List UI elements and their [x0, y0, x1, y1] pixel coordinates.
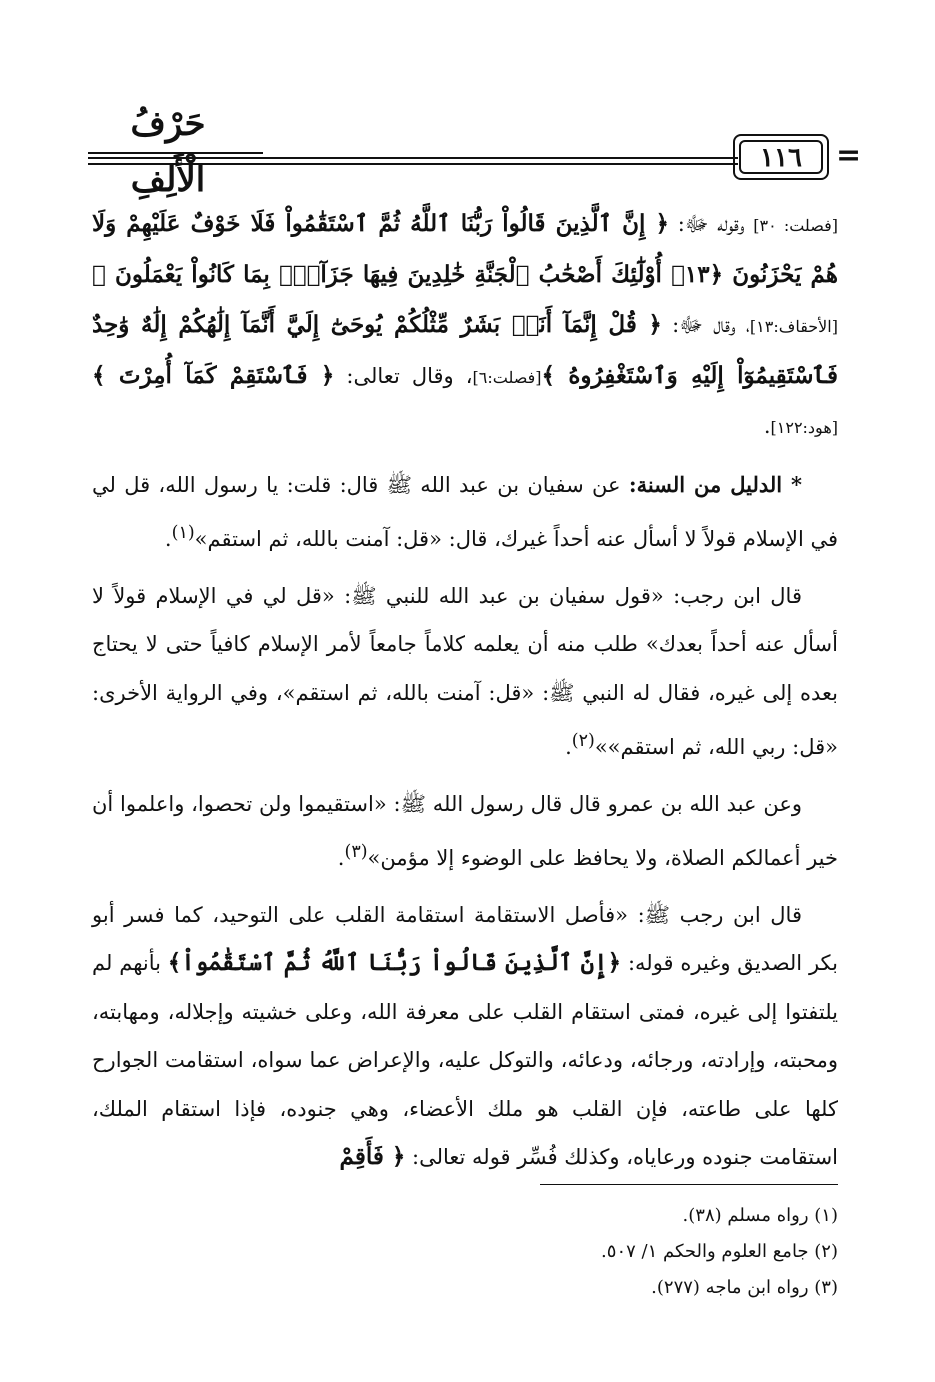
text-span: بأنهم لم يلتفتوا إلى غيره، فمتى استقام القلب على معرفة الله، وعلى خشيته وإجلاله، ومهابته، ومحبته، وإرادته، ورجائه، ودعائه، والتوكل عليه، والإعراض عما سواه، استقامت الجوارح كلها على طاعته، فإن القلب هو ملك الأعضاء، وهي جنوده، فإذا استقام الملك، استقامت جنوده ورعاياه، وكذلك فُسِّر قوله تعالى: [92, 951, 838, 1169]
quran-verse: ﴿ إِنَّ ٱلَّذِينَ قَالُواْ رَبُّنَا ٱللَّهُ ثُمَّ ٱسْتَقَٰمُواْ فَلَا خَوْفٌ عَلَيْهِمْ وَلَا هُمْ يَحْزَنُونَ ﴿١٣﴾ أُوْلَٰٓئِكَ أَصْحَٰبُ ٱلْجَنَّةِ خَٰلِدِينَ فِيهَا جَزَآءًۢ بِمَا كَانُواْ يَعْمَلُونَ ﴾ [92, 210, 838, 288]
page-number-box [733, 134, 829, 180]
text-span: . [164, 527, 172, 551]
text-span: عن سفيان بن عبد الله ﷺ قال: قلت: يا رسول الله، قل لي في الإسلام قولاً لا أسأل عنه أحداً غيرك، قال: «قل: آمنت بالله، ثم استقم» [92, 472, 838, 551]
paragraph-5 [92, 891, 838, 1182]
paragraph-4 [92, 780, 838, 883]
text-span: . [565, 735, 572, 759]
main-text [92, 200, 838, 1190]
text-span: . [763, 414, 771, 438]
footnote-1: (١) رواه مسلم (٣٨). [682, 1205, 838, 1226]
text-span: ، وقال تعالى: [334, 363, 473, 388]
verse-reference: [الأحقاف:١٣] [749, 317, 838, 336]
text-span: . [337, 846, 345, 870]
quran-verse: ﴿ فَٱسْتَقِمْ كَمَآ أُمِرْتَ ﴾ [92, 361, 335, 389]
footnotes-divider [540, 1184, 838, 1185]
quran-verse: ﴿ قُلْ إِنَّمَآ أَنَا۠ بَشَرٌ مِّثْلُكُمْ يُوحَىٰٓ إِلَيَّ أَنَّمَآ إِلَٰهُكُمْ إِلَٰهٌ وَٰحِدٌ فَٱسْتَقِيمُوٓاْ إِلَيْهِ وَٱسْتَغْفِرُوهُ ﴾ [92, 311, 838, 389]
header-rule-top [88, 157, 738, 159]
paragraph-2 [92, 461, 838, 564]
header-rule-short [88, 152, 263, 154]
footnote-2: (٢) جامع العلوم والحكم ١/ ٥٠٧. [601, 1241, 838, 1262]
footnote-marker: (١) [171, 523, 195, 543]
paragraph-1 [92, 200, 838, 453]
header-rule-bottom [88, 163, 738, 165]
page-number: ١١٦ [739, 140, 823, 174]
section-lead: * الدليل من السنة: [628, 471, 803, 497]
paragraph-3 [92, 572, 838, 772]
text-span: قال ابن رجب ﷺ: «فأصل الاستقامة استقامة القلب على التوحيد، كما فسر أبو بكر الصديق وغيره قوله: [92, 902, 839, 975]
text-span: وقوله ﷻ: [669, 212, 754, 236]
text-span: قال ابن رجب: «قول سفيان بن عبد الله للنبي ﷺ: «قل لي في الإسلام قولاً لا أسأل عنه أحداً بعدك» طلب منه أن يعلمه كلاماً جامعاً لأمر الإسلام كافياً حتى لا يحتاج بعده إلى غيره، فقال له النبي ﷺ: «قل: آمنت بالله، ثم استقم»، وفي الرواية الأخرى: «قل: ربي الله، ثم استقم»» [92, 583, 838, 759]
header-mark: = [836, 138, 862, 173]
text-span: وعن عبد الله بن عمرو قال قال رسول الله ﷺ: «استقيموا ولن تحصوا، واعلموا أن خير أعمالكم الصلاة، ولا يحافظ على الوضوء إلا مؤمن» [92, 791, 838, 870]
text-span: ، وقال ﷻ: [661, 313, 750, 337]
verse-reference: [فصلت: ٣٠] [753, 216, 838, 235]
quran-verse: ﴿ فَأَقِمْ [339, 1143, 406, 1170]
verse-reference: [هود:١٢٢] [770, 418, 838, 437]
chapter-title: حَرْفُ الْأَلِفِ [130, 104, 206, 200]
footnote-3: (٣) رواه ابن ماجه (٢٧٧). [651, 1277, 838, 1298]
verse-reference: [فصلت:٦] [472, 367, 542, 387]
quran-verse: ﴿إِنَّ ٱلَّذِينَ قَالُواْ رَبُّنَا ٱللَّهُ ثُمَّ ٱسْتَقَٰمُواْ﴾ [167, 949, 622, 976]
footnote-marker: (٢) [571, 731, 595, 751]
footnote-marker: (٣) [344, 842, 368, 862]
footnotes [420, 1198, 838, 1306]
